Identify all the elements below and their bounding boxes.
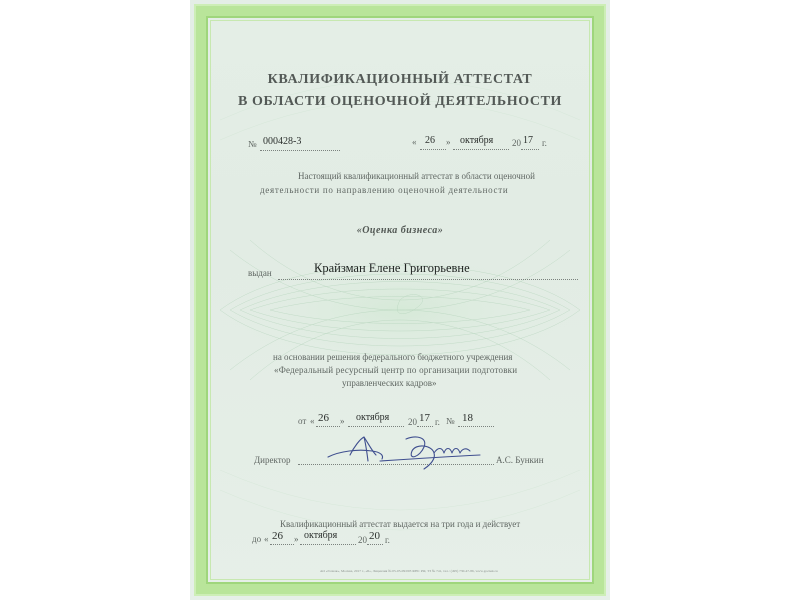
valid-until-year-underline: [367, 544, 383, 545]
valid-until-label: до: [252, 534, 262, 544]
valid-until-close-quote: »: [294, 534, 299, 544]
intro-text-line-2: деятельности по направлению оценочной деятельности: [260, 185, 509, 195]
valid-until-year-label: г.: [385, 535, 390, 545]
decision-day: 26: [318, 412, 329, 424]
valuation-direction: «Оценка бизнеса»: [356, 225, 444, 236]
decision-year-suffix: 17: [419, 412, 430, 424]
issue-date-year-label: г.: [542, 138, 547, 148]
director-signature: [320, 425, 490, 475]
holder-name-underline: [278, 279, 578, 280]
issue-date-day: 26: [425, 135, 435, 146]
number-underline: [260, 150, 340, 151]
intro-text-line-1: Настоящий квалификационный аттестат в области оценочной: [298, 171, 535, 181]
issue-date-open-quote: «: [412, 137, 417, 147]
valid-until-month-underline: [300, 544, 356, 545]
certificate-sheet: [190, 0, 610, 600]
holder-name: Крайзман Елене Григорьевне: [314, 261, 470, 275]
issued-to-label: выдан: [248, 268, 272, 278]
issue-month-underline: [453, 149, 509, 150]
issue-date-year-suffix: 17: [523, 135, 533, 146]
issue-date-close-quote: »: [446, 137, 451, 147]
issue-date-month: октября: [460, 135, 494, 146]
certificate-title-line-2: В ОБЛАСТИ ОЦЕНОЧНОЙ ДЕЯТЕЛЬНОСТИ: [237, 94, 563, 109]
certificate-number: 000428-3: [263, 136, 302, 147]
valid-until-day: 26: [272, 530, 283, 542]
decision-number-sign: №: [446, 416, 455, 426]
decision-number: 18: [462, 412, 473, 424]
valid-until-year-suffix: 20: [369, 530, 380, 542]
issue-date-year-prefix: 20: [512, 138, 521, 148]
decision-year-prefix: 20: [408, 417, 417, 427]
certificate-title-line-1: КВАЛИФИКАЦИОННЫЙ АТТЕСТАТ: [267, 72, 533, 87]
basis-text-line-3: управленческих кадров»: [342, 378, 437, 388]
decision-from-label: от: [298, 416, 307, 426]
director-label: Директор: [254, 455, 291, 465]
issue-year-underline: [521, 149, 539, 150]
decision-open-quote: «: [310, 416, 315, 426]
issue-day-underline: [420, 149, 446, 150]
decision-close-quote: »: [340, 416, 345, 426]
director-name: А.С. Бункин: [496, 455, 544, 465]
number-sign: №: [248, 139, 257, 149]
printer-imprint: АО «Гознак», Москва, 2017 г., «Б», Лицензия № 05-05-09/003 ФНС РФ, ТЗ № 741, тел.: (495) 730-47-86, www.goznak.ru: [320, 569, 498, 573]
basis-text-line-2: «Федеральный ресурсный центр по организации подготовки: [274, 365, 518, 375]
validity-text: Квалификационный аттестат выдается на три года и действует: [280, 519, 521, 529]
decision-month: октября: [356, 412, 390, 423]
valid-until-day-underline: [270, 544, 294, 545]
basis-text-line-1: на основании решения федерального бюджетного учреждения: [273, 352, 513, 362]
valid-until-year-prefix: 20: [358, 535, 367, 545]
valid-until-open-quote: «: [264, 534, 269, 544]
valid-until-month: октября: [304, 530, 338, 541]
decision-year-label: г.: [435, 417, 440, 427]
